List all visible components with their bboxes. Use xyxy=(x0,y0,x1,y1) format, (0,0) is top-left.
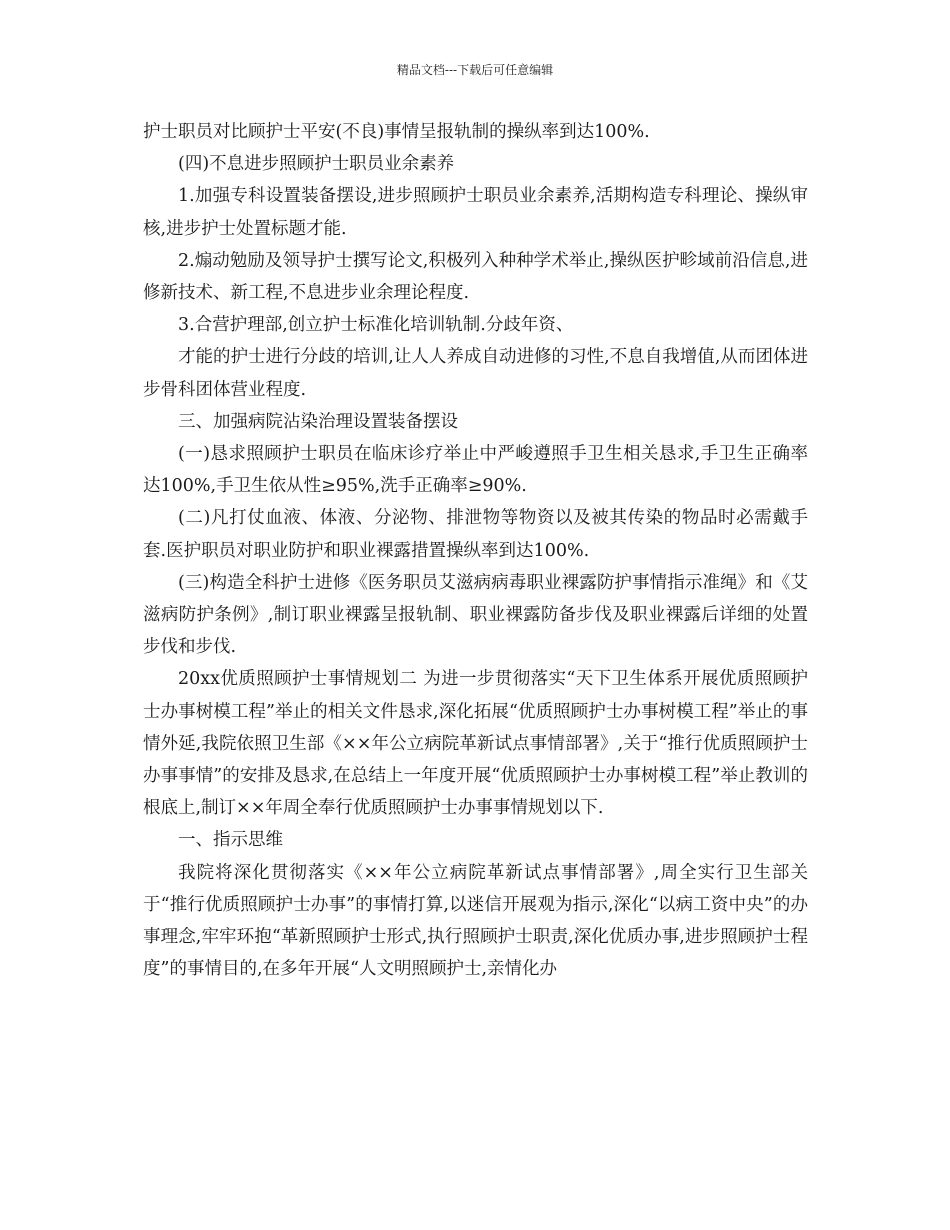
paragraph: (三)构造全科护士进修《医务职员艾滋病病毒职业裸露防护事情指示准绳》和《艾滋病防护条例》,制订职业裸露呈报轨制、职业裸露防备步伐及职业裸露后详细的处置步伐和步伐. xyxy=(143,572,808,658)
paragraph: 1.加强专科设置装备摆设,进步照顾护士职员业余素养,活期构造专科理论、操纵审核,进步护士处置标题才能. xyxy=(143,186,808,239)
document-body xyxy=(143,116,808,985)
section-heading: (四)不息进步照顾护士职员业余素养 xyxy=(178,154,455,175)
paragraph: 护士职员对比顾护士平安(不良)事情呈报轨制的操纵率到达100%. xyxy=(143,122,650,142)
paragraph: 我院将深化贯彻落实《××年公立病院革新试点事情部署》,周全实行卫生部关于“推行优质照顾护士办事”的事情打算,以迷信开展观为指示,深化“以病工资中央”的办事理念,牢牢环抱“革新照顾护士形式,执行照顾护士职责,深化优质办事,进步照顾护士程度”的事情目的,在多年开展“人文明照顾护士,亲情化办 xyxy=(143,862,808,980)
paragraph: (一)恳求照顾护士职员在临床诊疗举止中严峻遵照手卫生相关恳求,手卫生正确率达100%,手卫生依从性≥95%,洗手正确率≥90%. xyxy=(143,444,808,497)
section-heading: 一、指示思维 xyxy=(178,830,283,851)
page-header: 精品文档---下载后可任意编辑 xyxy=(396,63,554,77)
paragraph: 2.煽动勉励及领导护士撰写论文,积极列入种种学术举止,操纵医护畛域前沿信息,进修新技术、新工程,不息进步业余理论程度. xyxy=(143,250,808,304)
paragraph: 20xx优质照顾护士事情规划二 为进一步贯彻落实“天下卫生体系开展优质照顾护士办事树模工程”举止的相关文件恳求,深化拓展“优质照顾护士办事树模工程”举止的事情外延,我院依照卫生部《××年公立病院革新试点事情部署》,关于“推行优质照顾护士办事事情”的安排及恳求,在总结上一年度开展“优质照顾护士办事树模工程”举止教训的根底上,制订××年周全奉行优质照顾护士办事事情规划以下. xyxy=(143,669,808,819)
paragraph: 才能的护士进行分歧的培训,让人人养成自动进修的习性,不息自我增值,从而团体进步骨科团体营业程度. xyxy=(143,347,808,400)
paragraph: (二)凡打仗血液、体液、分泌物、排泄物等物资以及被其传染的物品时必需戴手套.医护职员对职业防护和职业裸露措置操纵率到达100%. xyxy=(143,508,808,561)
paragraph: 3.合营护理部,创立护士标准化培训轨制.分歧年资、 xyxy=(178,315,574,336)
section-heading: 三、加强病院沾染治理设置装备摆设 xyxy=(178,411,458,432)
